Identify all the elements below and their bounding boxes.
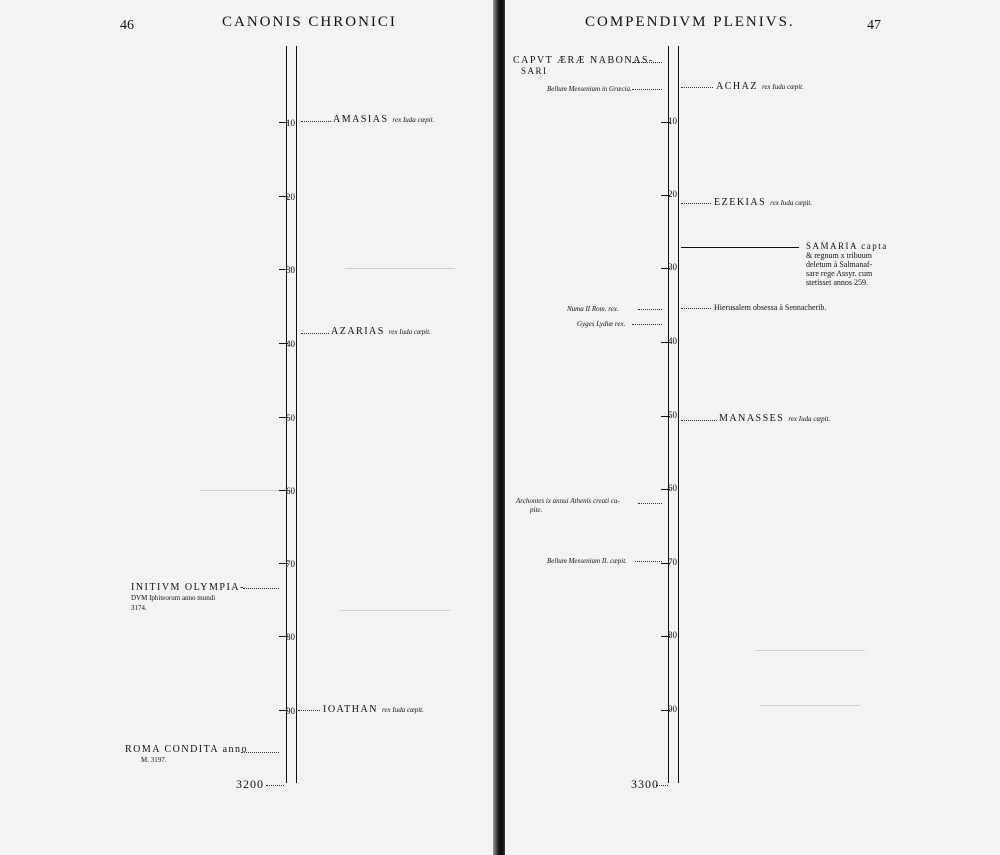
tick-label: 40 — [286, 339, 295, 349]
tick-label: 80 — [286, 632, 295, 642]
entry-olympiadum: INITIVM OLYMPIA- DVM Iphiteorum anno mundi 3174. — [131, 582, 245, 612]
entry-roma-condita: ROMA CONDITA anno M. 3197. — [125, 744, 249, 764]
page-number-left: 46 — [120, 18, 134, 33]
leader-line — [681, 308, 711, 309]
tick-label: 30 — [668, 262, 677, 272]
leader-line — [681, 87, 713, 88]
bleed-through — [760, 705, 860, 706]
timeline-rule — [296, 46, 297, 783]
tick-label: 50 — [668, 410, 677, 420]
bleed-through — [200, 490, 290, 491]
base-year-left: 3200 — [236, 777, 264, 791]
tick-label: 10 — [668, 116, 677, 126]
tick-label: 70 — [286, 559, 295, 569]
entry-gyges: Gyges Lydiæ rex. — [577, 320, 626, 328]
bleed-through — [340, 610, 450, 611]
leader-line — [681, 420, 717, 421]
leader-line — [243, 588, 279, 589]
entry-bellum-messenium: Bellum Messenium in Græcia. — [547, 85, 632, 93]
leader-line — [266, 785, 284, 786]
tick-label: 10 — [286, 118, 295, 128]
entry-amasias: AMASIAS rex Iuda cæpit. — [333, 114, 435, 125]
tick-label: 30 — [286, 265, 295, 275]
leader-line — [632, 324, 662, 325]
entry-bellum-messenium-ii: Bellum Messenium II. cæpit. — [547, 557, 627, 565]
page-header-left: CANONIS CHRONICI — [222, 14, 397, 30]
base-year-right: 3300 — [631, 777, 659, 791]
entry-samaria: SAMARIA capta & regnum x tribuum deletum à Salmanaf- sare rege Assyr. cum stetisset annos 259. — [806, 241, 888, 287]
tick-label: 90 — [286, 706, 295, 716]
tick-label: 60 — [668, 483, 677, 493]
leader-line — [635, 561, 662, 562]
tick-label: 50 — [286, 413, 295, 423]
tick-label: 90 — [668, 704, 677, 714]
tick-label: 80 — [668, 630, 677, 640]
tick-label: 20 — [286, 192, 295, 202]
left-page — [0, 0, 497, 855]
right-page — [505, 0, 1000, 855]
leader-line — [681, 203, 711, 204]
leader-line — [632, 89, 662, 90]
timeline-rule — [678, 46, 679, 783]
bleed-through — [345, 268, 455, 269]
entry-achaz: ACHAZ rex Iuda cæpit. — [716, 81, 804, 92]
leader-line — [301, 121, 331, 122]
page-header-right: COMPENDIVM PLENIVS. — [585, 14, 795, 30]
leader-line — [301, 333, 329, 334]
entry-ezekias: EZEKIAS rex Iuda cæpit. — [714, 197, 813, 208]
entry-ioathan: IOATHAN rex Iuda cæpit. — [323, 704, 424, 715]
leader-line — [638, 309, 662, 310]
leader-line — [298, 710, 320, 711]
tick-label: 20 — [668, 189, 677, 199]
entry-caput-aerae: CAPVT ÆRÆ NABONAS- SARI — [513, 55, 654, 76]
entry-numa: Numa II Rom. rex. — [567, 305, 619, 313]
bleed-through — [755, 650, 865, 651]
entry-hierusalem: Hierusalem obsessa à Sennacherib. — [714, 303, 827, 312]
leader-line-solid — [681, 247, 799, 248]
leader-line — [638, 503, 662, 504]
tick-label: 60 — [286, 486, 295, 496]
page-number-right: 47 — [867, 18, 881, 33]
tick-label: 40 — [668, 336, 677, 346]
entry-archontes: Archontes ix annui Athenis creati ca- pite. — [516, 497, 620, 514]
tick-label: 70 — [668, 557, 677, 567]
entry-azarias: AZARIAS rex Iuda cæpit. — [331, 326, 431, 337]
entry-manasses: MANASSES rex Iuda cæpit. — [719, 413, 831, 424]
